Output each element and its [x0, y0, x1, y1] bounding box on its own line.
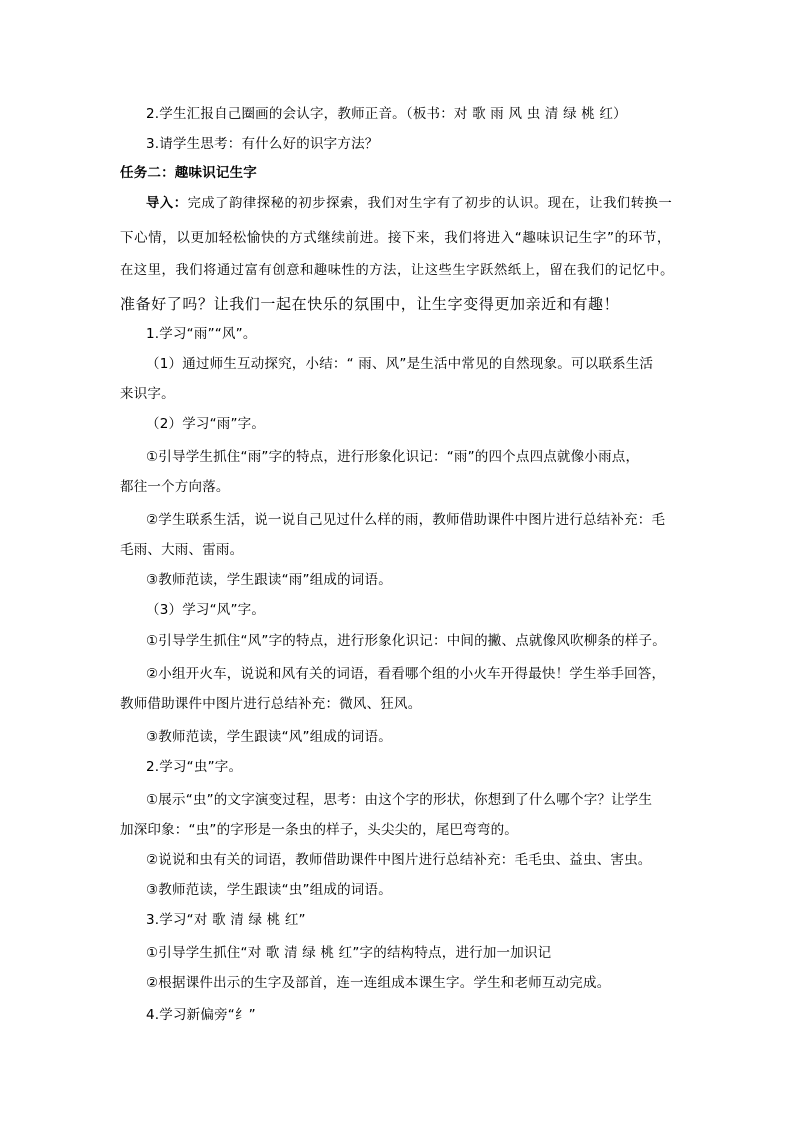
rain-point-3: ③教师范读，学生跟读“雨”组成的词语。: [146, 572, 392, 588]
section-3-heading: 3.学习“对 歌 清 绿 桃 红”: [146, 912, 306, 928]
section-3-point-1: ①引导学生抓住“对 歌 清 绿 桃 红”字的结构特点，进行加一加识记: [146, 945, 552, 961]
intro-line-1: [146, 194, 672, 214]
item-1-3-heading: （3）学习“风”字。: [146, 602, 266, 618]
intro-text-1: 完成了韵律探秘的初步探索，我们对生字有了初步的认识。现在，让我们转换一: [187, 196, 673, 211]
bug-point-3: ③教师范读，学生跟读“虫”组成的词语。: [146, 882, 392, 898]
wind-point-2-line-2: 教师借助课件中图片进行总结补充：微风、狂风。: [120, 696, 422, 712]
item-1-2-heading: （2）学习“雨”字。: [146, 416, 266, 432]
intro-line-4: 准备好了吗？让我们一起在快乐的氛围中，让生字变得更加亲近和有趣！: [120, 295, 620, 313]
section-4-heading: 4.学习新偏旁“纟”: [146, 1007, 256, 1023]
step-3-think: 3.请学生思考：有什么好的识字方法？: [146, 136, 379, 152]
step-2-report: 2.学生汇报自己圈画的会认字，教师正音。（板书：对 歌 雨 风 虫 清 绿 桃 红）: [146, 106, 627, 122]
rain-point-2-line-2: 毛雨、大雨、雷雨。: [120, 542, 244, 558]
intro-line-2: 下心情，以更加轻松愉快的方式继续前进。接下来，我们将进入“趣味识记生字”的环节，: [120, 230, 671, 246]
intro-line-3: 在这里，我们将通过富有创意和趣味性的方法，让这些生字跃然纸上，留在我们的记忆中。: [120, 263, 675, 278]
bug-point-1-line-2: 加深印象：“虫”的字形是一条虫的样子，头尖尖的，尾巴弯弯的。: [120, 822, 518, 838]
rain-point-1-line-2: 都往一个方向落。: [120, 479, 230, 495]
item-1-1-line-2: 来识字。: [120, 386, 175, 402]
item-1-1-line-1: （1）通过师生互动探究，小结：“ 雨、风”是生活中常见的自然现象。可以联系生活: [146, 356, 654, 372]
wind-point-3: ③教师范读，学生跟读“风”组成的词语。: [146, 729, 392, 745]
section-3-point-2: ②根据课件出示的生字及部首，连一连组成本课生字。学生和老师互动完成。: [146, 975, 611, 991]
intro-label: 导入：: [146, 196, 188, 211]
rain-point-2-line-1: ②学生联系生活，说一说自己见过什么样的雨，教师借助课件中图片进行总结补充：毛: [146, 512, 666, 528]
bug-point-1-line-1: ①展示“虫”的文字演变过程，思考：由这个字的形状，你想到了什么哪个字？让学生: [146, 792, 653, 808]
wind-point-1: ①引导学生抓住“风”字的特点，进行形象化识记：中间的撇、点就像风吹柳条的样子。: [146, 633, 666, 649]
wind-point-2-line-1: ②小组开火车，说说和风有关的词语，看看哪个组的小火车开得最快！学生举手回答，: [146, 666, 666, 682]
section-2-heading: 2.学习“虫”字。: [146, 759, 243, 775]
bug-point-2: ②说说和虫有关的词语，教师借助课件中图片进行总结补充：毛毛虫、益虫、害虫。: [146, 852, 652, 868]
task-2-heading: 任务二：趣味识记生字: [120, 165, 257, 181]
rain-point-1-line-1: ①引导学生抓住“雨”字的特点，进行形象化识记：“雨”的四个点四点就像小雨点，: [146, 449, 640, 465]
section-1-heading: 1.学习“雨”“风”。: [146, 326, 257, 342]
